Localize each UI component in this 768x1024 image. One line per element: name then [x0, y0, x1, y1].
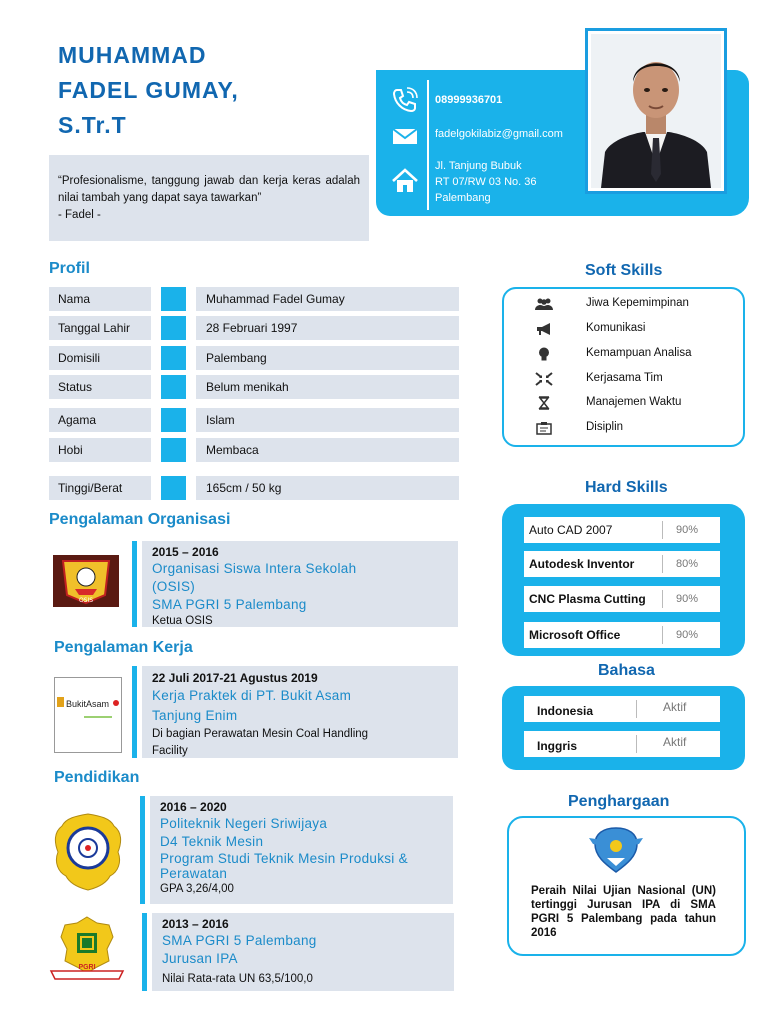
hard-skill-level: 90%	[676, 593, 699, 605]
hard-skill-label: Auto CAD 2007	[529, 523, 613, 537]
profile-label: Hobi	[49, 438, 151, 462]
profile-marker	[161, 287, 186, 311]
profile-value: Palembang	[196, 346, 459, 370]
organisasi-name-2: (OSIS)	[152, 579, 196, 594]
pendidikan-institution: Politeknik Negeri Sriwijaya	[160, 816, 328, 831]
email-icon	[391, 122, 419, 150]
profile-marker	[161, 476, 186, 500]
arrows-in-icon	[534, 372, 554, 386]
hard-skill-level: 90%	[676, 524, 699, 536]
bahasa-panel	[502, 686, 745, 770]
language-row	[524, 696, 720, 722]
kerja-desc-1: Di bagian Perawatan Mesin Coal Handling	[152, 728, 369, 740]
name-line-2: FADEL GUMAY,	[58, 77, 239, 103]
profile-marker	[161, 375, 186, 399]
profile-marker	[161, 346, 186, 370]
pendidikan-degree: D4 Teknik Mesin	[160, 834, 264, 849]
entry-accent-bar	[132, 666, 137, 758]
hard-skill-divider	[662, 626, 663, 644]
kerja-company: Kerja Praktek di PT. Bukit Asam	[152, 688, 352, 703]
language-level: Aktif	[663, 700, 687, 714]
profile-value: 165cm / 50 kg	[196, 476, 459, 500]
profile-value: Membaca	[196, 438, 459, 462]
contact-phone[interactable]: 08999936701	[435, 94, 503, 106]
profile-label: Tanggal Lahir	[49, 316, 151, 340]
penghargaan-text: Peraih Nilai Ujian Nasional (UN) tertinggi Jurusan IPA di SMA PGRI 5 Palembang pada tahun 2016	[531, 885, 716, 939]
pendidikan-section-title: Pendidikan	[54, 769, 140, 786]
clipboard-icon	[534, 421, 554, 435]
soft-skill-label: Komunikasi	[586, 322, 646, 334]
osis-logo-text: OSIS	[78, 597, 94, 604]
lightbulb-icon	[534, 347, 554, 361]
profile-photo	[585, 28, 727, 194]
bahasa-title: Bahasa	[598, 662, 655, 679]
hourglass-icon	[534, 396, 554, 410]
pendidikan-major: Jurusan IPA	[162, 951, 238, 966]
quote-author: - Fadel -	[58, 209, 101, 221]
pendidikan-program-2: Perawatan	[160, 866, 228, 881]
osis-logo-icon	[53, 555, 119, 607]
profile-label: Domisili	[49, 346, 151, 370]
soft-skill-label: Kerjasama Tim	[586, 372, 663, 384]
hard-skill-divider	[662, 521, 663, 539]
megaphone-icon	[534, 322, 554, 336]
profile-value: Belum menikah	[196, 375, 459, 399]
penghargaan-title: Penghargaan	[568, 793, 670, 810]
organisasi-section-title: Pengalaman Organisasi	[49, 511, 231, 528]
pendidikan-score: Nilai Rata-rata UN 63,5/100,0	[162, 973, 313, 985]
pendidikan-gpa: GPA 3,26/4,00	[160, 883, 234, 895]
personal-quote	[49, 155, 369, 241]
pendidikan-institution: SMA PGRI 5 Palembang	[162, 933, 317, 948]
entry-accent-bar	[142, 913, 147, 991]
kerja-desc-2: Facility	[152, 745, 188, 757]
soft-skill-item	[504, 295, 744, 315]
soft-skill-label: Disiplin	[586, 421, 624, 433]
home-icon	[391, 167, 419, 195]
organisasi-years: 2015 – 2016	[152, 545, 219, 559]
language-label: Indonesia	[537, 704, 594, 718]
organisasi-entry	[142, 541, 458, 627]
entry-accent-bar	[140, 796, 145, 904]
language-divider	[636, 700, 637, 718]
bukitasam-logo-icon	[54, 677, 122, 753]
organisasi-role: Ketua OSIS	[152, 615, 213, 627]
hard-skill-divider	[662, 555, 663, 573]
hard-skill-divider	[662, 590, 663, 608]
people-icon	[534, 297, 554, 311]
contact-divider	[427, 80, 429, 210]
soft-skill-item	[504, 345, 744, 365]
hard-skill-label: CNC Plasma Cutting	[529, 592, 646, 606]
hard-skill-label: Microsoft Office	[529, 628, 621, 642]
profile-label: Agama	[49, 408, 151, 432]
language-divider	[636, 735, 637, 753]
contact-address-1: Jl. Tanjung Bubuk	[435, 160, 522, 172]
kerja-period: 22 Juli 2017-21 Agustus 2019	[152, 671, 318, 685]
profile-section-title: Profil	[49, 260, 90, 277]
hard-skill-row	[524, 586, 720, 612]
hard-skill-level: 80%	[676, 558, 699, 570]
hard-skills-title: Hard Skills	[585, 479, 668, 496]
hard-skill-row	[524, 622, 720, 648]
pgri-logo-icon	[47, 915, 127, 985]
language-label: Inggris	[537, 739, 578, 753]
name-line-1: MUHAMMAD	[58, 42, 207, 68]
contact-address-3: Palembang	[435, 192, 491, 204]
profile-label: Nama	[49, 287, 151, 311]
profile-marker	[161, 438, 186, 462]
quote-text: “Profesionalisme, tanggung jawab dan kerja keras adalah nilai tambah yang dapat saya tawarkan”	[58, 175, 360, 204]
soft-skill-item	[504, 370, 744, 390]
name-line-3: S.Tr.T	[58, 112, 127, 138]
soft-skill-item	[504, 320, 744, 340]
organisasi-name: Organisasi Siswa Intera Sekolah	[152, 561, 357, 576]
pgri-logo-text: PGRI	[78, 964, 96, 971]
soft-skills-title: Soft Skills	[585, 262, 663, 279]
profile-value: Islam	[196, 408, 459, 432]
pendidikan-entry	[150, 796, 453, 904]
soft-skill-item	[504, 394, 744, 414]
hard-skill-label: Autodesk Inventor	[529, 557, 635, 571]
hard-skills-panel	[502, 504, 745, 656]
phone-icon	[391, 86, 419, 114]
penghargaan-panel	[507, 816, 746, 956]
profile-value: 28 Februari 1997	[196, 316, 459, 340]
kerja-location: Tanjung Enim	[152, 708, 238, 723]
kerja-section-title: Pengalaman Kerja	[54, 639, 193, 656]
profile-label: Tinggi/Berat	[49, 476, 151, 500]
soft-skill-label: Kemampuan Analisa	[586, 347, 692, 359]
profile-marker	[161, 408, 186, 432]
language-row	[524, 731, 720, 757]
hard-skill-row	[524, 551, 720, 577]
profile-label: Status	[49, 375, 151, 399]
organisasi-school: SMA PGRI 5 Palembang	[152, 597, 307, 612]
kerja-entry	[142, 666, 458, 758]
tut-wuri-handayani-logo-icon	[585, 826, 647, 874]
contact-address-2: RT 07/RW 03 No. 36	[435, 176, 537, 188]
hard-skill-row	[524, 517, 720, 543]
soft-skills-panel	[502, 287, 745, 447]
soft-skill-label: Manajemen Waktu	[586, 396, 682, 408]
pendidikan-entry	[152, 913, 454, 991]
hard-skill-level: 90%	[676, 629, 699, 641]
polsri-logo-icon	[52, 812, 124, 892]
pendidikan-years: 2016 – 2020	[160, 800, 227, 814]
bukitasam-logo-text: BukitAsam	[66, 699, 110, 709]
profile-marker	[161, 316, 186, 340]
profile-value: Muhammad Fadel Gumay	[196, 287, 459, 311]
applicant-name	[58, 38, 358, 143]
pendidikan-program: Program Studi Teknik Mesin Produksi &	[160, 851, 408, 866]
pendidikan-years: 2013 – 2016	[162, 917, 229, 931]
language-level: Aktif	[663, 735, 687, 749]
person-portrait-icon	[591, 34, 721, 188]
contact-email[interactable]: fadelgokilabiz@gmail.com	[435, 128, 563, 140]
soft-skill-label: Jiwa Kepemimpinan	[586, 297, 689, 309]
entry-accent-bar	[132, 541, 137, 627]
soft-skill-item	[504, 419, 744, 439]
